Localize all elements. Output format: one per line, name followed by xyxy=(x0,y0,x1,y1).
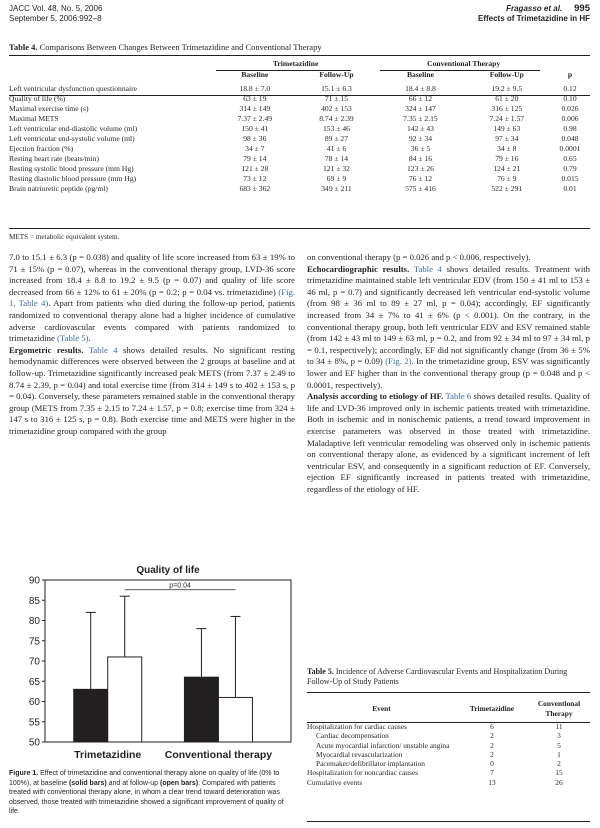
table-cell: 36 ± 5 xyxy=(410,144,431,153)
table-cell: 0.01 xyxy=(563,184,577,193)
table-cell: 0 xyxy=(490,759,494,769)
table-cell: 1 xyxy=(557,749,561,759)
table-cell: 34 ± 8 xyxy=(497,144,517,153)
table-cell: 69 ± 9 xyxy=(326,174,347,183)
table-row xyxy=(9,174,590,184)
table-cell: 63 ± 19 xyxy=(243,94,267,103)
table-cell: 8.74 ± 2.39 xyxy=(319,114,354,123)
y-tick-label: 65 xyxy=(28,676,40,688)
right-column xyxy=(307,252,590,495)
table4-group-conventional: Conventional Therapy xyxy=(427,58,501,68)
table-row xyxy=(307,741,590,750)
table-cell: 71 ± 15 xyxy=(324,94,349,103)
figure1-label: Figure 1. xyxy=(9,770,39,777)
row-label: Hospitalization for noncardiac causes xyxy=(307,768,419,778)
row-label: Pacemaker/defibrillator implantation xyxy=(316,759,425,769)
table-row xyxy=(9,134,590,144)
category-label: Conventional therapy xyxy=(164,749,273,761)
table-cell: 89 ± 27 xyxy=(324,134,349,143)
table-cell: 18.4 ± 8.8 xyxy=(405,84,436,93)
y-tick-label: 80 xyxy=(28,616,40,627)
short-title: Effects of Trimetazidine in HF xyxy=(477,14,590,23)
table4-footnote: METS = metabolic equivalent system. xyxy=(9,233,120,241)
running-header-left xyxy=(9,4,102,24)
section-heading: Analysis according to etiology of HF. xyxy=(307,391,444,402)
paragraph: 7.0 to 15.1 ± 6.3 (p = 0.038) and quality of life score increased from 63 ± 19% to 71 ± 15% (p = 0.07), whereas in the conventional therapy group, LVD-36 score increased from 18.4 ± 8.8 to 19.2 ± 9.5 (p = 0.07) and quality of life score decreased from 66 ± 12% to 61 ± 20% (p = 0.2; p = 0.04 vs. trimetazidine) (Fig. 1, Table 4). Apart from patients who died during the follow-up period, patients randomized to conventional therapy alone had a higher incidence of cumulative adverse cardiovascular events compared with patients randomized to trimetazidine (Table 5). xyxy=(9,252,295,344)
table-cell: 7.37 ± 2.49 xyxy=(237,114,273,123)
y-tick-label: 75 xyxy=(28,636,40,648)
table5-ref-link[interactable]: (Table 5) xyxy=(57,333,89,344)
section-heading: Echocardiographic results. xyxy=(307,263,410,274)
table-row xyxy=(307,768,590,777)
table-cell: 0.006 xyxy=(561,114,579,123)
table-cell: 92 ± 34 xyxy=(408,134,433,143)
row-label: Quality of life (%) xyxy=(9,94,66,103)
table5-title xyxy=(307,667,590,687)
table-cell: 142 ± 43 xyxy=(406,124,434,133)
table-cell: 124 ± 21 xyxy=(493,164,521,173)
table4-col-followup: Follow-Up xyxy=(489,70,524,79)
left-column xyxy=(9,252,295,438)
table-cell: 349 ± 211 xyxy=(321,184,352,193)
table-cell: 84 ± 16 xyxy=(408,154,433,163)
table-cell: 0.12 xyxy=(563,84,577,93)
table-cell: 123 ± 26 xyxy=(406,164,434,173)
table-cell: 79 ± 14 xyxy=(243,154,267,163)
table-cell: 7.24 ± 1.57 xyxy=(489,114,525,123)
table4-title xyxy=(9,42,322,52)
table4-top-rule xyxy=(9,55,590,56)
table-cell: 121 ± 28 xyxy=(241,164,269,173)
table-row xyxy=(9,84,590,94)
table-row xyxy=(9,154,590,164)
table4-col-p: p xyxy=(567,70,573,79)
table-cell: 0.048 xyxy=(561,134,579,143)
paragraph: Echocardiographic results. Table 4 shows detailed results. Treatment with trimetazidine maintained stable left ventricular EDV (from 150 ± 41 ml to 153 ± 46 ml, p = 0.7) and significantly decreased left ventricular end-systolic volume (from 98 ± 36 ml to 89 ± 27 ml, p = 0.04); accordingly, EF significantly increased from 34 ± 7% to 41 ± 6% (p < 0.001). On the contrary, in the conventional therapy group, both left ventricular EDV and ESV remained stable (from 142 ± 43 ml to 149 ± 63 ml, p = 0.2, and from 92 ± 34 ml to 97 ± 34 ml, p = 0.1, respectively); accordingly, EF did not significantly change (from 36 ± 5% to 34 ± 8%, p = 0.09) (Fig. 2). In the trimetazidine group, ESV was significantly lower and EF higher than in the conventional therapy group (p = 0.048 and p < 0.0001, respectively). xyxy=(307,263,591,390)
row-label: Hospitalization for cardiac causes xyxy=(307,722,407,731)
row-label: Resting heart rate (beats/min) xyxy=(9,154,100,163)
table-cell: 61 ± 20 xyxy=(495,94,519,103)
table-cell: 683 ± 362 xyxy=(239,184,271,193)
table-cell: 76 ± 9 xyxy=(497,174,517,183)
table-cell: 2 xyxy=(490,749,494,759)
table-cell: 522 ± 291 xyxy=(491,184,523,193)
table-cell: 26 xyxy=(555,777,563,787)
table-cell: 11 xyxy=(555,722,563,731)
table-cell: 7.35 ± 2.15 xyxy=(403,114,438,123)
table5-col-trimetazidine: Trimetazidine xyxy=(469,703,515,713)
table4-col-baseline: Baseline xyxy=(241,70,269,79)
table5-bottom-rule xyxy=(307,821,590,822)
table-cell: 98 ± 36 xyxy=(243,134,267,143)
journal-line: JACC Vol. 48, No. 5, 2006 xyxy=(9,4,103,13)
author-line: Fragasso et al. xyxy=(506,4,563,13)
table-row xyxy=(9,144,590,154)
table-cell: 15 xyxy=(555,768,563,778)
bar xyxy=(184,677,218,742)
table-cell: 18.8 ± 7.0 xyxy=(239,84,271,93)
table4-col-followup: Follow-Up xyxy=(319,70,354,79)
table5-col-event: Event xyxy=(372,703,391,713)
figure1-caption: Figure 1. Effect of trimetazidine and conventional therapy alone on quality of life (0% to 100%), at baseline (solid bars) and at follow-up (open bars). Compared with patients treated with conventional therapy alone, in whom a clear trend toward deterioration was observed, those treated with trimetazidine showed a significant improvement of quality of life. xyxy=(9,770,284,815)
table-row xyxy=(307,750,590,759)
bar xyxy=(108,657,142,742)
table-cell: 6 xyxy=(490,722,494,731)
table4-caption: Comparisons Between Changes Between Trimetazidine and Conventional Therapy xyxy=(39,42,322,52)
table4-bottom-rule xyxy=(9,228,590,229)
chart-title: Quality of life xyxy=(136,565,200,576)
table-cell: 15.1 ± 6.3 xyxy=(321,84,352,93)
table-row xyxy=(307,731,590,740)
table6-ref-link[interactable]: Table 6 xyxy=(445,391,472,402)
table-cell: 0.015 xyxy=(561,174,579,183)
paragraph: Ergometric results. Table 4 shows detailed results. No significant resting hemodynamic differences were observed between the 2 groups at baseline and at follow-up. Trimetazidine significantly increased peak METS (from 7.37 ± 2.49 to 8.74 ± 2.39, p = 0.04) and total exercise time (from 314 ± 149 s to 402 ± 153 s, p = 0.04). Conversely, these parameters remained stable in the conventional therapy group (METS from 7.35 ± 2.15 to 7.24 ± 1.57, p = 0.8; exercise time from 324 ± 147 s to 316 ± 125 s, p = 0.8). Both exercise time and METS were higher in the trimetazidine group compared with the group xyxy=(9,344,296,436)
significance-annotation: p=0.04 xyxy=(169,582,191,590)
table4-ref-link[interactable]: Table 4 xyxy=(88,344,118,355)
row-label: Maximal exercise time (s) xyxy=(9,104,89,113)
table-cell: 0.026 xyxy=(561,104,579,113)
row-label: Cumulative events xyxy=(307,777,363,787)
table-row xyxy=(9,94,590,104)
table5-label: Table 5. xyxy=(307,667,334,676)
row-label: Acute myocardial infarction/ unstable angina xyxy=(316,740,450,750)
table-cell: 314 ± 149 xyxy=(239,104,271,113)
table-cell: 0.10 xyxy=(563,94,577,103)
row-label: Maximal METS xyxy=(9,114,59,123)
paragraph: on conventional therapy (p = 0.026 and p < 0.006, respectively). xyxy=(307,252,531,262)
figure2-ref-link[interactable]: (Fig. 2) xyxy=(385,356,412,367)
row-label: Cardiac decompensation xyxy=(316,731,389,741)
table-cell: 0.65 xyxy=(563,154,577,163)
table-row xyxy=(307,722,590,731)
table-cell: 575 ± 416 xyxy=(405,184,436,193)
table-cell: 324 ± 147 xyxy=(405,104,436,113)
table-cell: 7 xyxy=(490,768,494,778)
y-tick-label: 55 xyxy=(28,717,40,729)
table-cell: 2 xyxy=(490,731,494,741)
table5 xyxy=(307,695,590,787)
table-cell: 316 ± 125 xyxy=(491,104,523,113)
table-cell: 121 ± 32 xyxy=(322,164,350,173)
page-number: 995 xyxy=(574,3,590,14)
table-cell: 2 xyxy=(490,740,494,750)
table-cell: 0.98 xyxy=(563,124,577,133)
date-line: September 5, 2006:992–8 xyxy=(9,14,102,23)
table-cell: 3 xyxy=(557,731,561,741)
table5-top-rule xyxy=(307,692,590,693)
table-cell: 13 xyxy=(488,777,496,787)
table4-col-baseline: Baseline xyxy=(406,70,434,79)
table-cell: 41 ± 6 xyxy=(326,144,347,153)
table-row xyxy=(9,104,590,114)
table-row xyxy=(9,164,590,174)
table-row xyxy=(9,184,590,194)
table-cell: 5 xyxy=(557,740,561,750)
table-cell: 78 ± 14 xyxy=(324,154,349,163)
category-label: Trimetazidine xyxy=(74,749,142,761)
table-row xyxy=(307,778,590,787)
y-tick-label: 70 xyxy=(28,656,40,668)
table-cell: 150 ± 41 xyxy=(241,124,269,133)
table-cell: 0.0001 xyxy=(559,144,581,153)
table5-caption: Incidence of Adverse Cardiovascular Events and Hospitalization During Follow-Up of Study Patients xyxy=(307,667,568,686)
y-tick-label: 85 xyxy=(28,595,40,607)
table-cell: 153 ± 46 xyxy=(322,124,350,133)
table-cell: 97 ± 34 xyxy=(495,134,519,143)
table-row xyxy=(9,114,590,124)
row-label: Left ventricular dysfunction questionnaire xyxy=(9,84,137,93)
bar xyxy=(74,689,108,742)
row-label: Brain natriuretic peptide (pg/ml) xyxy=(9,184,108,193)
table-cell: 66 ± 12 xyxy=(408,94,433,103)
y-tick-label: 50 xyxy=(28,737,40,749)
table-row xyxy=(9,124,590,134)
table4 xyxy=(9,58,590,194)
table-cell: 76 ± 12 xyxy=(408,174,433,183)
table-cell: 34 ± 7 xyxy=(245,144,265,153)
table-cell: 2 xyxy=(557,759,561,769)
y-tick-label: 90 xyxy=(28,575,40,587)
table4-label: Table 4. xyxy=(9,42,38,52)
table4-ref-link[interactable]: Table 4 xyxy=(413,263,442,274)
paragraph: Analysis according to etiology of HF. Table 6 shows detailed results. Quality of life and LVD-36 improved only in ischemic patients treated with trimetazidine. Both in ischemic and in nonischemic patients, a trend toward improvement in exercise parameters was observed in those treated with trimetazidine. Maladaptive left ventricular remodeling was observed only in ischemic patients on conventional therapy alone, as evidenced by a significant increment of left ventricular ESV, and consequently in a significant reduction of EF. Conversely, ejection EF significantly increased in patients treated with trimetazidine, regardless of the etiology of HF. xyxy=(307,391,591,494)
section-heading: Ergometric results. xyxy=(9,344,84,355)
table-cell: 402 ± 153 xyxy=(321,104,352,113)
row-label: Left ventricular end-systolic volume (ml) xyxy=(9,134,135,143)
table-row xyxy=(307,759,590,768)
table4-group-trimetazidine: Trimetazidine xyxy=(272,58,319,68)
row-label: Myocardial revascularization xyxy=(316,749,403,759)
table-cell: 149 ± 63 xyxy=(493,124,521,133)
running-header-right xyxy=(478,4,590,24)
table-cell: 0.79 xyxy=(563,164,577,173)
figure-table-ref-link[interactable]: (Fig. 1, Table 4) xyxy=(9,286,295,309)
table5-col-conventional: Conventional Therapy xyxy=(537,698,581,718)
row-label: Ejection fraction (%) xyxy=(9,144,74,153)
table-cell: 73 ± 12 xyxy=(243,174,267,183)
table-cell: 79 ± 16 xyxy=(495,154,519,163)
bar xyxy=(218,697,252,742)
row-label: Left ventricular end-diastolic volume (ml) xyxy=(9,124,138,133)
row-label: Resting diastolic blood pressure (mm Hg) xyxy=(9,174,137,183)
figure1-chart xyxy=(9,560,293,765)
table-cell: 19.2 ± 9.5 xyxy=(491,84,523,93)
row-label: Resting systolic blood pressure (mm Hg) xyxy=(9,164,134,173)
y-tick-label: 60 xyxy=(28,697,40,708)
